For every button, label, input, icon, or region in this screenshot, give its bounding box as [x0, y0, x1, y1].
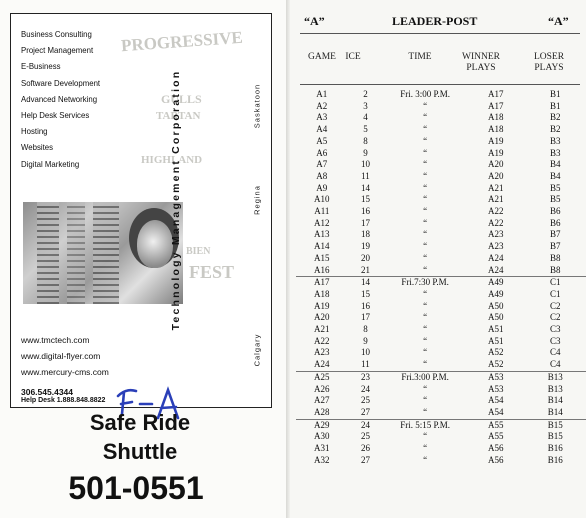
game-cell: A11 [314, 206, 330, 217]
table-row [296, 395, 586, 407]
time-cell: “ [423, 312, 428, 323]
table-row [296, 277, 586, 289]
game-cell: A5 [316, 135, 328, 146]
ice-cell: 27 [360, 406, 370, 417]
service-item: Help Desk Services [21, 110, 90, 121]
table-row [296, 289, 586, 301]
loser-cell: B8 [549, 264, 561, 275]
time-cell: “ [423, 359, 428, 370]
winner-cell: A22 [487, 206, 504, 217]
winner-cell: A53 [487, 383, 504, 394]
ghost-text: PROGRESSIVE [120, 27, 244, 56]
winner-cell: A52 [487, 359, 504, 370]
service-item: Software Development [21, 77, 101, 88]
division-label-left: “A” [304, 14, 325, 28]
loser-cell: B3 [549, 147, 561, 158]
table-row [296, 324, 586, 336]
table-row [296, 159, 586, 171]
ice-cell: 4 [363, 112, 368, 123]
winner-cell: A21 [487, 182, 504, 193]
ice-cell: 26 [360, 443, 370, 454]
loser-cell: B4 [549, 159, 561, 170]
game-cell: A6 [316, 147, 328, 158]
ice-cell: 16 [360, 206, 370, 217]
table-row [296, 241, 586, 253]
table-row [296, 124, 586, 136]
ice-cell: 11 [361, 170, 370, 181]
game-cell: A21 [314, 324, 330, 335]
loser-cell: B1 [549, 100, 561, 111]
time-cell: “ [423, 135, 428, 146]
time-cell: “ [423, 229, 428, 240]
time-cell: “ [423, 288, 428, 299]
winner-cell: A19 [487, 147, 504, 158]
schedule-title: LEADER-POST [392, 14, 478, 28]
winner-cell: A56 [487, 443, 504, 454]
left-page [0, 0, 290, 518]
time-cell: “ [423, 194, 428, 205]
ice-cell: 14 [360, 182, 370, 193]
ice-cell: 8 [363, 324, 368, 335]
winner-cell: A23 [487, 241, 504, 252]
winner-cell: A53 [467, 371, 525, 383]
service-item: Hosting [21, 126, 48, 137]
table-row [296, 136, 586, 148]
winner-cell: A55 [467, 419, 525, 431]
ice-cell: 24 [360, 383, 370, 394]
ice-cell: 10 [360, 347, 370, 358]
ice-cell: 17 [360, 217, 370, 228]
company-name: Technology Management Corporation [170, 69, 182, 331]
game-cell: A15 [314, 252, 330, 263]
game-cell: A4 [316, 124, 328, 135]
loser-cell: C4 [549, 359, 561, 370]
table-row [296, 171, 586, 183]
winner-cell: A50 [487, 300, 504, 311]
game-cell: A10 [314, 194, 330, 205]
winner-cell: A49 [487, 288, 504, 299]
ice-cell: 20 [360, 252, 370, 263]
winner-cell: A49 [467, 277, 525, 289]
table-row [296, 455, 586, 467]
winner-cell: A56 [487, 454, 504, 465]
winner-cell: A24 [487, 264, 504, 275]
table-row [296, 371, 586, 383]
game-cell: A31 [314, 443, 330, 454]
table-row [296, 101, 586, 113]
advertisement [10, 13, 272, 408]
ghost-text: GULLS [161, 92, 202, 106]
game-cell: A32 [314, 454, 330, 465]
winner-cell: A54 [487, 395, 504, 406]
loser-cell: B15 [547, 431, 563, 442]
loser-cell: B14 [547, 395, 563, 406]
service-item: Project Management [21, 45, 94, 56]
city-calgary: Calgary [252, 333, 262, 367]
ghost-text: BIEN [186, 246, 211, 257]
table-row [296, 407, 586, 419]
winner-cell: A52 [487, 347, 504, 358]
loser-cell: B1 [549, 89, 561, 99]
table-row [296, 431, 586, 443]
division-label-right: “A” [548, 14, 569, 28]
winner-cell: A21 [487, 194, 504, 205]
table-row [296, 301, 586, 313]
winner-cell: A17 [487, 89, 504, 99]
table-row [296, 265, 586, 277]
time-cell: “ [423, 443, 428, 454]
winner-cell: A50 [487, 312, 504, 323]
table-row [296, 194, 586, 206]
winner-cell: A19 [487, 135, 504, 146]
game-cell: A3 [316, 112, 328, 123]
header-rule [300, 33, 580, 34]
game-cell: A16 [314, 264, 330, 275]
winner-cell: A54 [487, 406, 504, 417]
safe-ride-subtitle: Shuttle [102, 439, 178, 464]
winner-cell: A51 [487, 324, 504, 335]
time-cell: “ [423, 241, 428, 252]
time-cell: “ [423, 206, 428, 217]
ice-cell: 3 [363, 100, 368, 111]
ice-cell: 27 [360, 454, 370, 465]
ice-cell: 5 [363, 124, 368, 135]
game-cell: A29 [296, 419, 348, 431]
ice-cell: 15 [360, 194, 370, 205]
table-row [296, 312, 586, 324]
game-cell: A12 [314, 217, 330, 228]
game-cell: A17 [296, 277, 348, 289]
col-header-game: GAME [308, 52, 336, 62]
table-row [296, 359, 586, 371]
game-cell: A26 [314, 383, 330, 394]
table-row [296, 347, 586, 359]
time-cell: “ [423, 395, 428, 406]
loser-cell: B5 [549, 194, 561, 205]
table-row [296, 112, 586, 124]
loser-cell: C4 [549, 347, 561, 358]
service-item: Advanced Networking [21, 93, 98, 104]
time-cell: “ [423, 264, 428, 275]
ad-photo [23, 202, 183, 304]
game-cell: A18 [314, 288, 330, 299]
loser-cell: B14 [547, 406, 563, 417]
city-saskatoon: Saskatoon [252, 83, 262, 129]
ice-cell: 9 [363, 147, 368, 158]
loser-cell: B4 [549, 170, 561, 181]
loser-cell: C2 [549, 300, 561, 311]
table-row [296, 218, 586, 230]
table-row [296, 148, 586, 160]
winner-cell: A17 [487, 100, 504, 111]
ice-cell: 16 [360, 300, 370, 311]
winner-cell: A18 [487, 112, 504, 123]
winner-cell: A23 [487, 229, 504, 240]
ice-cell: 25 [360, 395, 370, 406]
loser-cell: C1 [549, 288, 561, 299]
ice-cell: 25 [360, 431, 370, 442]
col-header-ice: ICE [345, 52, 361, 62]
time-cell: “ [423, 252, 428, 263]
time-cell: “ [423, 324, 428, 335]
city-regina: Regina [252, 185, 262, 215]
game-cell: A1 [316, 89, 328, 99]
table-row [296, 229, 586, 241]
ice-cell: 10 [360, 159, 370, 170]
loser-cell: C2 [549, 312, 561, 323]
ad-phone: 306.545.4344 [21, 387, 73, 397]
safe-ride-number: 501-0551 [68, 470, 204, 506]
time-cell: “ [423, 170, 428, 181]
game-cell: A9 [316, 182, 328, 193]
ice-cell: 8 [363, 135, 368, 146]
time-cell: Fri.7:30 P.M. [383, 277, 467, 289]
col-header-winner: WINNER PLAYS [462, 52, 500, 73]
ice-cell: 23 [348, 371, 384, 383]
loser-cell: B16 [547, 454, 563, 465]
winner-cell: A20 [487, 170, 504, 181]
game-cell: A20 [314, 312, 330, 323]
table-row [296, 443, 586, 455]
game-cell: A8 [316, 170, 328, 181]
col-header-time: TIME [408, 52, 432, 62]
game-cell: A25 [296, 371, 348, 383]
time-cell: “ [423, 124, 428, 135]
table-row [296, 183, 586, 195]
ghost-text: HIGHLAND [141, 154, 203, 166]
winner-cell: A18 [487, 124, 504, 135]
ghost-text: FEST [189, 262, 235, 282]
services-list [21, 26, 107, 172]
game-cell: A14 [314, 241, 330, 252]
winner-cell: A24 [487, 252, 504, 263]
ad-helpdesk: Help Desk 1.888.848.8822 [21, 397, 106, 404]
winner-cell: A51 [487, 335, 504, 346]
time-cell: “ [423, 431, 428, 442]
service-item: Business Consulting [21, 29, 92, 39]
ice-cell: 11 [361, 359, 370, 370]
time-cell: “ [423, 100, 428, 111]
service-item: Digital Marketing [21, 158, 80, 169]
time-cell: “ [423, 347, 428, 358]
table-row [296, 206, 586, 218]
table-row [296, 384, 586, 396]
game-cell: A13 [314, 229, 330, 240]
ice-cell: 9 [363, 335, 368, 346]
loser-cell: B3 [549, 135, 561, 146]
loser-cell: B13 [547, 383, 563, 394]
column-header-rule [300, 84, 580, 85]
service-item: Websites [21, 142, 54, 153]
game-cell: A23 [314, 347, 330, 358]
time-cell: Fri. 3:00 P.M. [400, 89, 450, 99]
time-cell: Fri.3:00 P.M. [383, 371, 467, 383]
winner-cell: A22 [487, 217, 504, 228]
safe-ride-title: Safe Ride [89, 410, 191, 435]
url-tmctech: www.tmctech.com [21, 335, 90, 345]
time-cell: “ [423, 406, 428, 417]
table-row [296, 336, 586, 348]
game-cell: A2 [316, 100, 328, 111]
service-item: E-Business [21, 61, 61, 72]
time-cell: “ [423, 300, 428, 311]
time-cell: “ [423, 159, 428, 170]
url-digital-flyer: www.digital-flyer.com [21, 351, 101, 361]
time-cell: “ [423, 112, 428, 123]
ice-cell: 2 [363, 89, 368, 99]
loser-cell: B7 [549, 229, 561, 240]
ice-cell: 19 [360, 241, 370, 252]
winner-cell: A55 [487, 431, 504, 442]
game-cell: A7 [316, 159, 328, 170]
ice-cell: 21 [360, 264, 370, 275]
game-schedule-table [296, 89, 586, 467]
ice-cell: 14 [348, 277, 384, 289]
time-cell: “ [423, 147, 428, 158]
loser-cell: B7 [549, 241, 561, 252]
ice-cell: 15 [360, 288, 370, 299]
loser-cell: B2 [549, 124, 561, 135]
loser-cell: B13 [524, 371, 586, 383]
table-row [296, 89, 586, 101]
time-cell: “ [423, 182, 428, 193]
loser-cell: B8 [549, 252, 561, 263]
ice-cell: 17 [360, 312, 370, 323]
col-header-loser: LOSER PLAYS [533, 52, 565, 73]
time-cell: Fri. 5:15 P.M. [383, 419, 467, 431]
game-cell: A28 [314, 406, 330, 417]
table-row [296, 419, 586, 431]
loser-cell: C3 [549, 324, 561, 335]
ice-cell: 24 [348, 419, 384, 431]
loser-cell: C3 [549, 335, 561, 346]
time-cell: “ [423, 335, 428, 346]
game-cell: A19 [314, 300, 330, 311]
loser-cell: B2 [549, 112, 561, 123]
loser-cell: B6 [549, 217, 561, 228]
ice-cell: 18 [360, 229, 370, 240]
winner-cell: A20 [487, 159, 504, 170]
time-cell: “ [423, 217, 428, 228]
url-list [21, 332, 109, 380]
table-row [296, 253, 586, 265]
url-mercury-cms: www.mercury-cms.com [21, 367, 109, 377]
game-cell: A22 [314, 335, 330, 346]
time-cell: “ [423, 454, 428, 465]
loser-cell: B15 [524, 419, 586, 431]
loser-cell: C1 [524, 277, 586, 289]
game-cell: A27 [314, 395, 330, 406]
game-cell: A30 [314, 431, 330, 442]
loser-cell: B16 [547, 443, 563, 454]
time-cell: “ [423, 383, 428, 394]
game-cell: A24 [314, 359, 330, 370]
loser-cell: B6 [549, 206, 561, 217]
loser-cell: B5 [549, 182, 561, 193]
ghost-text: TARTAN [156, 110, 201, 122]
